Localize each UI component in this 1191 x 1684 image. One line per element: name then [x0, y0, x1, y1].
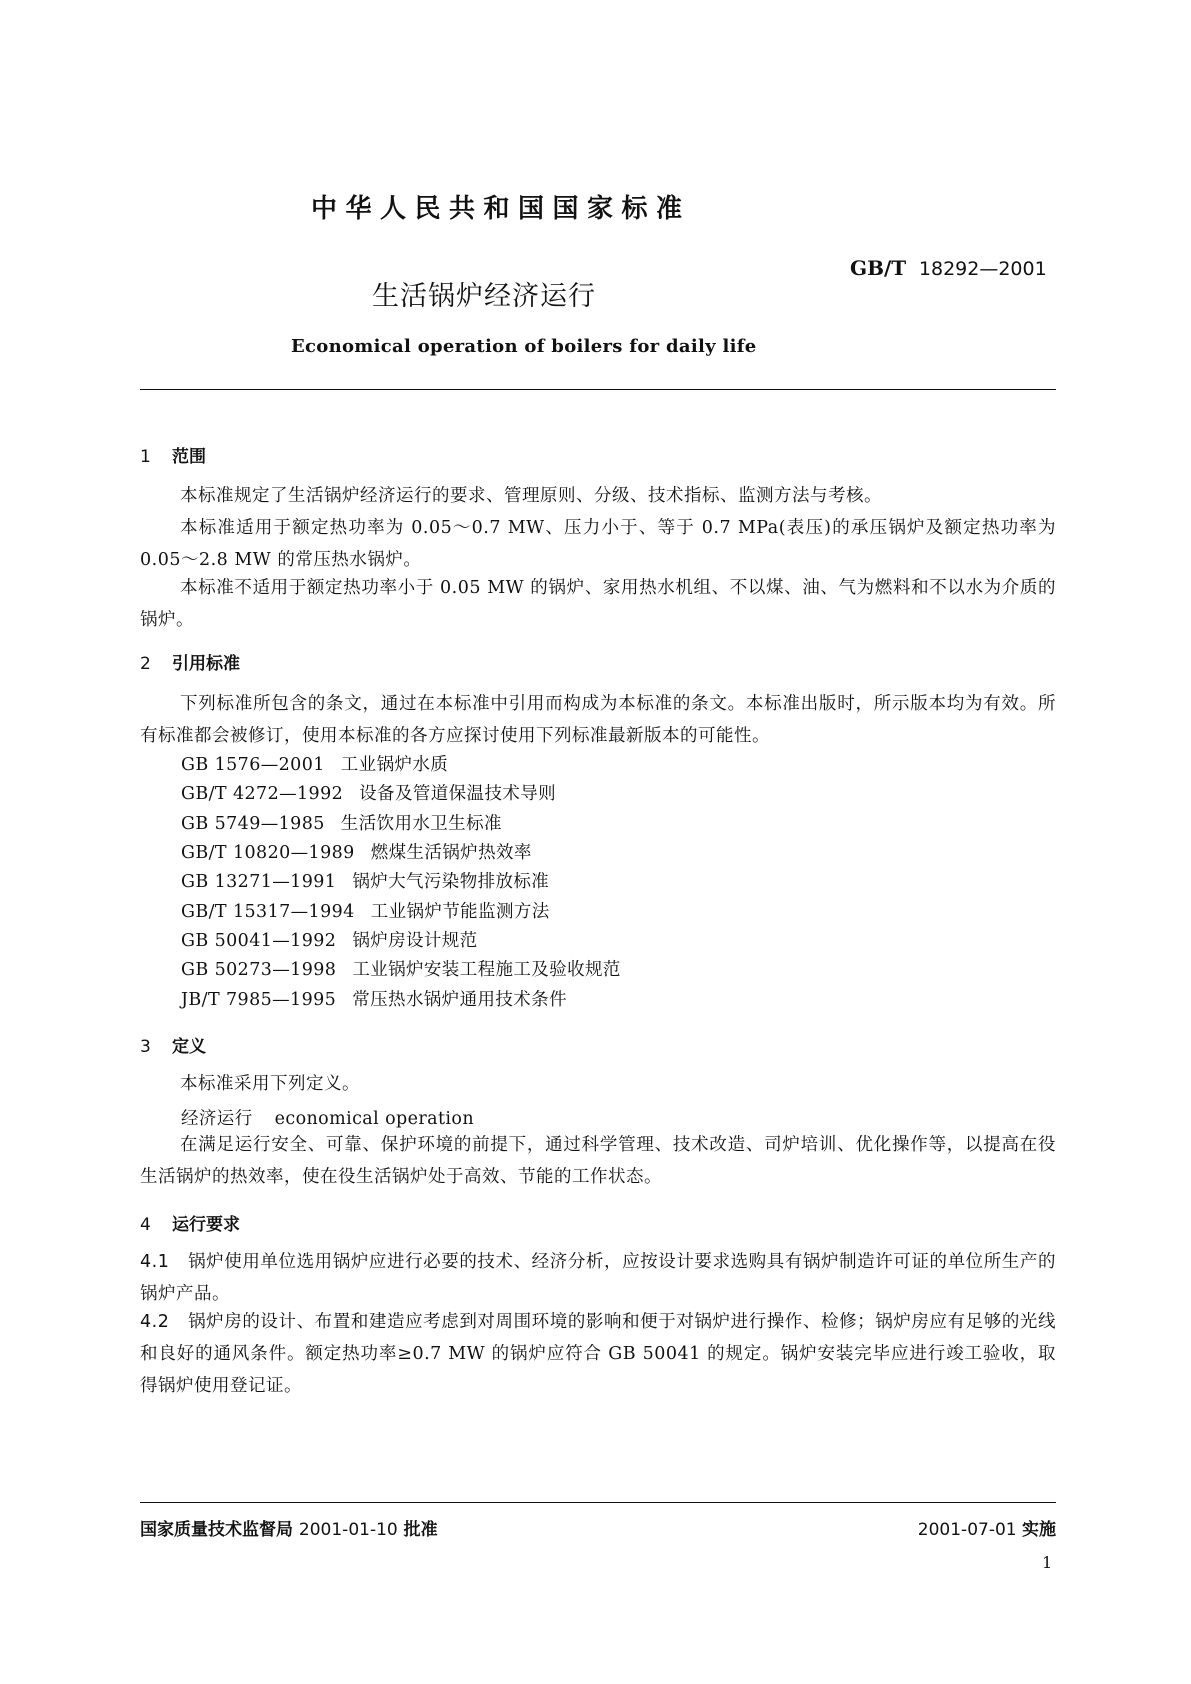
clause-4-1	[140, 1246, 1056, 1310]
standard-code: GB/T	[850, 256, 907, 280]
reference-title: 生活饮用水卫生标准	[340, 814, 502, 834]
section-heading-1	[140, 442, 206, 467]
reference-title: 工业锅炉水质	[340, 755, 449, 775]
approval-label: 批准	[403, 1520, 438, 1540]
term-zh: 经济运行	[181, 1109, 253, 1129]
reference-title: 锅炉房设计规范	[352, 931, 478, 951]
effective-date: 2001-07-01	[917, 1520, 1017, 1540]
document-title-en: Economical operation of boilers for daily life	[291, 336, 757, 357]
standard-num: 18292—2001	[918, 258, 1047, 280]
section-number: 1	[140, 447, 151, 467]
reference-item	[181, 956, 621, 981]
paragraph: 本标准不适用于额定热功率小于 0.05 MW 的锅炉、家用热水机组、不以煤、油、气为燃料和不以水为介质的锅炉。	[140, 578, 1056, 630]
page-number: 1	[1042, 1553, 1053, 1572]
section-heading-4	[140, 1210, 240, 1235]
clause-text: 锅炉使用单位选用锅炉应进行必要的技术、经济分析，应按设计要求选购具有锅炉制造许可证的单位所生产的锅炉产品。	[140, 1252, 1056, 1304]
effective-info	[918, 1515, 1056, 1540]
paragraph: 本标准采用下列定义。	[180, 1074, 360, 1094]
reference-item	[181, 898, 550, 923]
clause-text: 锅炉房的设计、布置和建造应考虑到对周围环境的影响和便于对锅炉进行操作、检修；锅炉房应有足够的光线和良好的通风条件。额定热功率≥0.7 MW 的锅炉应符合 GB 50041 的规定。锅炉安装完毕应进行竣工验收，取得锅炉使用登记证。	[140, 1312, 1056, 1396]
reference-code: GB 1576—2001	[181, 755, 325, 775]
approval-org: 国家质量技术监督局	[140, 1520, 293, 1540]
reference-item	[181, 751, 448, 776]
section-title: 范围	[172, 447, 206, 467]
reference-title: 燃煤生活锅炉热效率	[370, 843, 532, 863]
section-heading-3	[140, 1032, 206, 1057]
clause-4-2	[140, 1306, 1056, 1402]
reference-title: 工业锅炉节能监测方法	[370, 902, 550, 922]
reference-title: 工业锅炉安装工程施工及验收规范	[352, 960, 621, 980]
term-entry	[181, 1105, 474, 1130]
clause-number: 4.2	[140, 1312, 170, 1332]
section-title: 定义	[172, 1037, 206, 1057]
reference-item	[181, 986, 567, 1011]
term-en: economical operation	[274, 1109, 475, 1129]
approval-date: 2001-01-10	[298, 1520, 398, 1540]
reference-item	[181, 839, 532, 864]
reference-code: GB 5749—1985	[181, 814, 325, 834]
paragraph: 本标准规定了生活锅炉经济运行的要求、管理原则、分级、技术指标、监测方法与考核。	[180, 486, 882, 506]
approval-info	[140, 1515, 438, 1540]
reference-code: GB 13271—1991	[181, 872, 337, 892]
section-number: 2	[140, 654, 151, 674]
document-title-zh: 生活锅炉经济运行	[372, 281, 596, 312]
header-divider	[140, 389, 1056, 390]
definition: 在满足运行安全、可靠、保护环境的前提下，通过科学管理、技术改造、司炉培训、优化操作等，以提高在役生活锅炉的热效率，使在役生活锅炉处于高效、节能的工作状态。	[140, 1135, 1056, 1187]
section-title: 引用标准	[172, 654, 240, 674]
section-heading-2	[140, 649, 240, 674]
reference-title: 设备及管道保温技术导则	[359, 784, 557, 804]
section-number: 4	[140, 1215, 151, 1235]
effective-label: 实施	[1022, 1520, 1056, 1540]
reference-item	[181, 927, 478, 952]
section-number: 3	[140, 1037, 151, 1057]
reference-item	[181, 810, 502, 835]
reference-code: GB/T 10820—1989	[181, 843, 355, 863]
reference-item	[181, 868, 549, 893]
paragraph: 下列标准所包含的条文，通过在本标准中引用而构成为本标准的条文。本标准出版时，所示版本均为有效。所有标准都会被修订，使用本标准的各方应探讨使用下列标准最新版本的可能性。	[140, 694, 1056, 746]
national-standard-title: 中华人民共和国国家标准	[311, 194, 691, 224]
reference-code: GB 50273—1998	[181, 960, 337, 980]
section-title: 运行要求	[172, 1215, 240, 1235]
footer-divider	[140, 1502, 1056, 1503]
reference-code: GB/T 15317—1994	[181, 902, 355, 922]
reference-title: 锅炉大气污染物排放标准	[352, 872, 550, 892]
reference-title: 常压热水锅炉通用技术条件	[352, 990, 567, 1010]
paragraph: 本标准适用于额定热功率为 0.05～0.7 MW、压力小于、等于 0.7 MPa(表压)的承压锅炉及额定热功率为 0.05～2.8 MW 的常压热水锅炉。	[140, 518, 1056, 570]
reference-code: GB 50041—1992	[181, 931, 337, 951]
reference-code: GB/T 4272—1992	[181, 784, 344, 804]
standard-number	[850, 256, 1047, 280]
reference-item	[181, 780, 556, 805]
reference-code: JB/T 7985—1995	[181, 990, 337, 1010]
clause-number: 4.1	[140, 1252, 170, 1272]
